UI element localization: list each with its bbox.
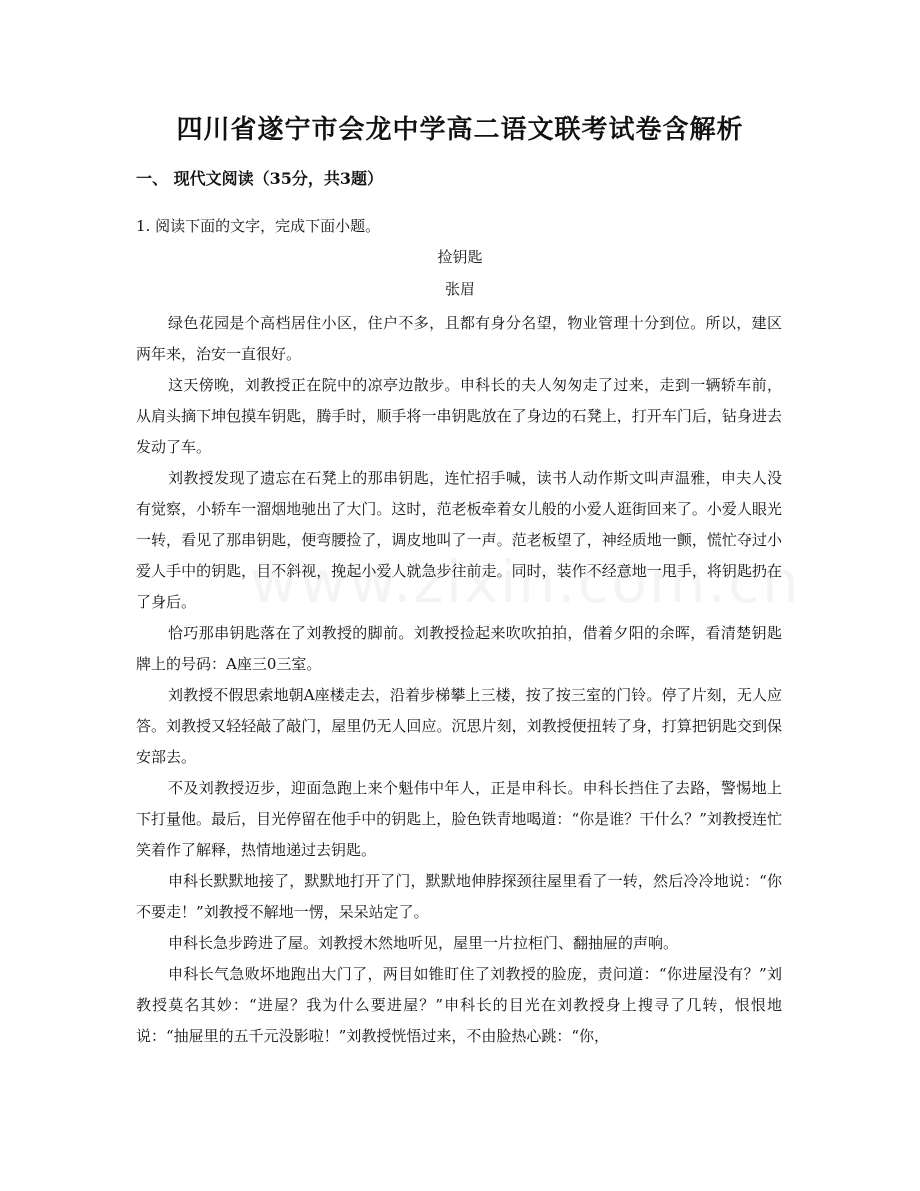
paragraph-2: 这天傍晚，刘教授正在院中的凉亭边散步。申科长的夫人匆匆走了过来，走到一辆轿车前，从肩头摘下坤包摸车钥匙，腾手时，顺手将一串钥匙放在了身边的石凳上，打开车门后，钻身进去发动了车。 [136,376,782,456]
paragraph-1: 绿色花园是个高档居住小区，住户不多，且都有身分名望，物业管理十分到位。所以，建区两年来，治安一直很好。 [136,314,782,363]
story-body [136,308,782,1052]
question-intro: 1. 阅读下面的文字，完成下面小题。 [136,217,381,235]
document-title: 四川省遂宁市会龙中学高二语文联考试卷含解析 [176,115,744,145]
paragraph-7: 申科长默默地接了，默默地打开了门，默默地伸脖探颈往屋里看了一转，然后冷冷地说：“你不要走！”刘教授不解地一愣，呆呆站定了。 [136,872,782,921]
section-heading: 一、 现代文阅读（35分，共3题） [136,169,383,188]
paragraph-4: 恰巧那串钥匙落在了刘教授的脚前。刘教授捡起来吹吹拍拍，借着夕阳的余晖，看清楚钥匙牌上的号码：A座三0三室。 [136,624,782,673]
paragraph-3: 刘教授发现了遗忘在石凳上的那串钥匙，连忙招手喊，读书人动作斯文叫声温雅，申夫人没有觉察，小轿车一溜烟地驰出了大门。这时，范老板牵着女儿般的小爱人逛街回来了。小爱人眼光一转，看见了那串钥匙，便弯腰捡了，调皮地叫了一声。范老板望了，神经质地一颤，慌忙夺过小爱人手中的钥匙，目不斜视，挽起小爱人就急步往前走。同时，装作不经意地一甩手，将钥匙扔在了身后。 [136,469,782,611]
paragraph-9: 申科长气急败坏地跑出大门了，两目如锥盯住了刘教授的脸庞，责问道：“你进屋没有？”刘教授莫名其妙：“进屋？我为什么要进屋？”申科长的目光在刘教授身上搜寻了几转，恨恨地说：“抽屉里的五千元没影啦！”刘教授恍悟过来，不由脸热心跳：“你， [136,965,782,1045]
paragraph-6: 不及刘教授迈步，迎面急跑上来个魁伟中年人，正是申科长。申科长挡住了去路，警惕地上下打量他。最后，目光停留在他手中的钥匙上，脸色铁青地喝道：“你是谁？干什么？”刘教授连忙笑着作了解释，热情地递过去钥匙。 [136,779,782,859]
story-title: 捡钥匙 [437,248,483,266]
paragraph-5: 刘教授不假思索地朝A座楼走去，沿着步梯攀上三楼，按了按三室的门铃。停了片刻，无人应答。刘教授又轻轻敲了敲门，屋里仍无人回应。沉思片刻，刘教授便扭转了身，打算把钥匙交到保安部去。 [136,686,782,766]
story-author: 张眉 [444,280,475,298]
paragraph-8: 申科长急步跨进了屋。刘教授木然地听见，屋里一片拉柜门、翻抽屉的声响。 [168,934,679,952]
